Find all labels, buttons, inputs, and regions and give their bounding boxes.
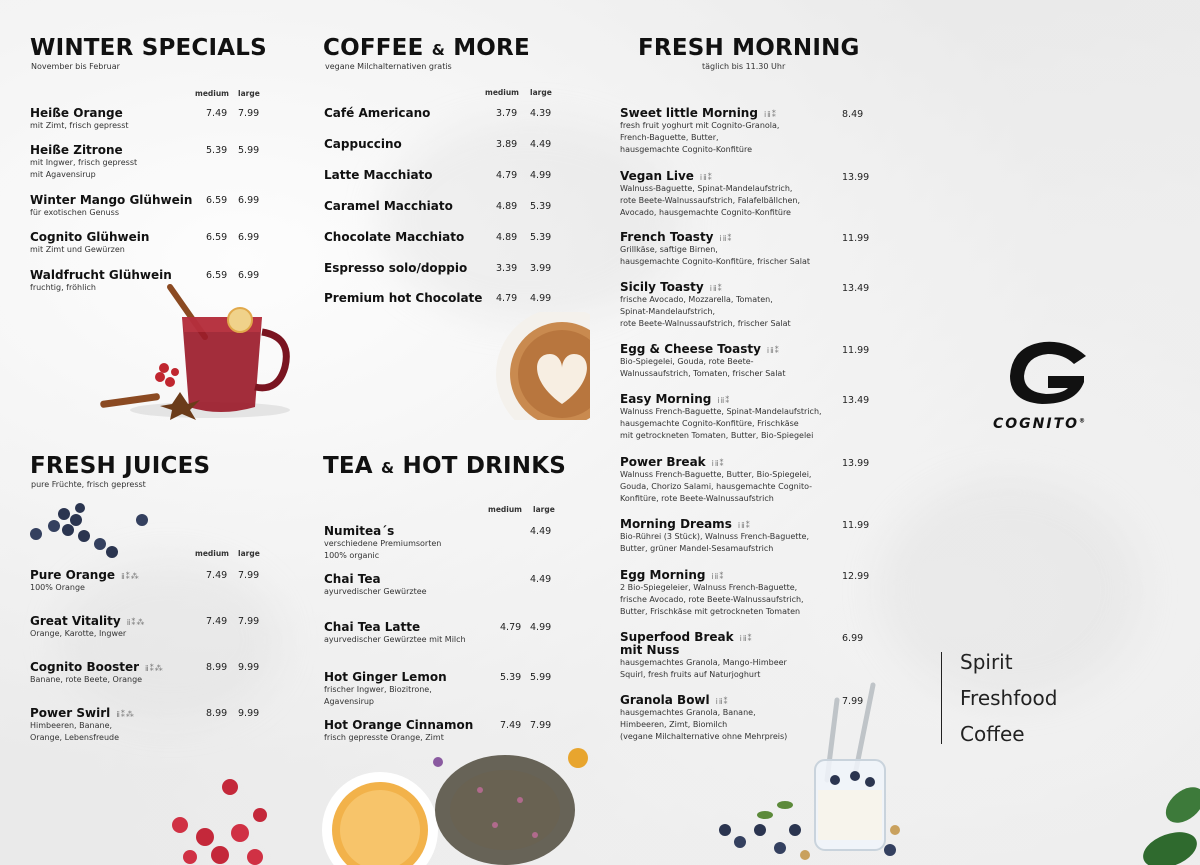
price-large: 7.99 <box>238 616 260 627</box>
dietary-icons: ⅰⅱ⁑ <box>766 346 780 355</box>
menu-item <box>324 620 466 646</box>
price: 8.49 <box>842 109 864 120</box>
title-ampersand: & <box>381 459 395 477</box>
item-description: mit Ingwer, frisch gepresst <box>30 158 138 167</box>
item-name-text: Vegan Live <box>620 169 694 183</box>
item-name <box>30 614 145 628</box>
price-medium: 6.59 <box>206 232 228 243</box>
item-name <box>324 261 467 275</box>
item-name <box>324 670 447 684</box>
dietary-icons: ⅰⅱ⁑ <box>737 521 751 530</box>
menu-item <box>620 517 809 555</box>
price-large: 6.99 <box>238 270 260 281</box>
price-medium: 4.89 <box>496 201 518 212</box>
price-medium: 4.79 <box>496 170 518 181</box>
tea-hot-drinks-title <box>323 453 566 479</box>
price-large: 4.39 <box>530 108 552 119</box>
col-head-medium: medium <box>488 505 522 514</box>
dietary-icons: ⅰⅱ⁑ <box>763 110 777 119</box>
price-medium: 6.59 <box>206 270 228 281</box>
price-large: 7.99 <box>530 720 552 731</box>
price-large: 6.99 <box>238 195 260 206</box>
item-name-text: Latte Macchiato <box>324 168 433 182</box>
item-name-text: Heiße Orange <box>30 106 123 120</box>
item-name-text: Power Swirl <box>30 706 111 720</box>
menu-item <box>620 280 791 330</box>
brand-name <box>993 416 1085 432</box>
price: 13.49 <box>842 283 870 294</box>
menu-item <box>324 106 430 120</box>
item-description: ayurvedischer Gewürztee <box>324 587 427 596</box>
price-large: 7.99 <box>238 108 260 119</box>
item-description: Konfitüre, rote Beete-Walnussaufstrich <box>620 494 774 503</box>
col-head-medium: medium <box>485 88 519 97</box>
menu-item <box>324 670 447 708</box>
fresh-morning-title: FRESH MORNING <box>638 35 860 61</box>
item-description: Himbeeren, Zimt, Biomilch <box>620 720 728 729</box>
registered-mark: ® <box>1079 417 1086 425</box>
item-name <box>30 106 129 120</box>
item-name <box>324 168 433 182</box>
tea-cup-image <box>320 740 590 865</box>
dietary-icons: ⅰⅱ⁑ <box>709 284 723 293</box>
menu-item <box>620 342 785 380</box>
price-large: 4.99 <box>530 622 552 633</box>
price-large: 6.99 <box>238 232 260 243</box>
item-name-text: Chai Tea Latte <box>324 620 421 634</box>
item-description: mit Agavensirup <box>30 170 96 179</box>
item-name-text: Granola Bowl <box>620 693 710 707</box>
item-name-text: French Toasty <box>620 230 714 244</box>
item-name-text: Egg & Cheese Toasty <box>620 342 761 356</box>
dietary-icons: ⅰⅱ⁑ <box>699 173 713 182</box>
item-description: Orange, Lebensfreude <box>30 733 120 742</box>
price-medium: 7.49 <box>206 570 228 581</box>
menu-item <box>324 199 453 213</box>
menu-item <box>30 660 164 686</box>
leaf-image <box>1140 780 1200 865</box>
item-description: 100% Orange <box>30 583 85 592</box>
dietary-icons: ⅰⅱ⁑ <box>711 572 725 581</box>
price-medium: 8.99 <box>206 708 228 719</box>
price-large: 4.49 <box>530 574 552 585</box>
item-description: fruchtig, fröhlich <box>30 283 96 292</box>
col-head-medium: medium <box>195 89 229 98</box>
price-medium: 4.79 <box>500 622 522 633</box>
dietary-icons: ⅱ⁑⁂ <box>126 618 146 627</box>
item-description: 100% organic <box>324 551 380 560</box>
coffee-more-title <box>323 35 530 61</box>
menu-item <box>324 261 467 275</box>
price-large: 4.49 <box>530 526 552 537</box>
item-name-text: Pure Orange <box>30 568 116 582</box>
title-ampersand: & <box>431 41 445 59</box>
price-medium: 6.59 <box>206 195 228 206</box>
item-description: hausgemachte Cognito-Konfitüre <box>620 145 752 154</box>
item-name <box>324 230 464 244</box>
price-large: 4.99 <box>530 293 552 304</box>
item-description: Spinat-Mandelaufstrich, <box>620 307 716 316</box>
item-description: mit getrockneten Tomaten, Butter, Bio-Spiegelei <box>620 431 814 440</box>
price-large: 9.99 <box>238 662 260 673</box>
item-name-text: Morning Dreams <box>620 517 732 531</box>
item-name-text: Heiße Zitrone <box>30 143 123 157</box>
item-description: Walnuss French-Baguette, Spinat-Mandelaufstrich, <box>620 407 822 416</box>
dietary-icons: ⅰⅱ⁑ <box>711 459 725 468</box>
menu-item <box>324 137 402 151</box>
raspberries-image <box>160 775 280 865</box>
menu-item <box>30 193 192 219</box>
brand-name-text: COGNITO <box>993 416 1080 432</box>
item-description: Squirl, fresh fruits auf Naturjoghurt <box>620 670 761 679</box>
price-medium: 3.39 <box>496 263 518 274</box>
price-medium: 4.89 <box>496 232 518 243</box>
menu-item <box>30 230 149 256</box>
item-name <box>324 524 441 538</box>
col-head-medium: medium <box>195 549 229 558</box>
item-name-text: Superfood Break <box>620 630 734 644</box>
tagline-spirit: Spirit <box>960 650 1013 674</box>
item-name <box>620 630 787 644</box>
price-medium: 4.79 <box>496 293 518 304</box>
item-description: hausgemachte Cognito-Konfitüre, Frischkäse <box>620 419 799 428</box>
menu-item <box>324 291 482 305</box>
col-head-large: large <box>238 89 260 98</box>
price-large: 9.99 <box>238 708 260 719</box>
item-description: rote Beete-Walnussaufstrich, Falafelbällchen, <box>620 196 801 205</box>
price: 12.99 <box>842 571 870 582</box>
item-description: Walnuss French-Baguette, Butter, Bio-Spiegelei, <box>620 470 812 479</box>
item-name <box>620 230 810 244</box>
item-name <box>324 291 482 305</box>
item-description: Bio-Spiegelei, Gouda, rote Beete- <box>620 357 754 366</box>
item-name-text: Egg Morning <box>620 568 706 582</box>
price-large: 4.49 <box>530 139 552 150</box>
winter-specials-subtitle: November bis Februar <box>31 62 120 71</box>
winter-specials-title: WINTER SPECIALS <box>30 35 267 61</box>
item-name <box>30 706 135 720</box>
item-name <box>324 137 402 151</box>
item-name <box>30 143 137 157</box>
item-description: Avocado, hausgemachte Cognito-Konfitüre <box>620 208 791 217</box>
col-head-large: large <box>530 88 552 97</box>
menu-item <box>620 630 787 681</box>
price-medium: 7.49 <box>206 616 228 627</box>
item-description: Walnuss-Baguette, Spinat-Mandelaufstrich, <box>620 184 793 193</box>
item-name <box>324 572 427 586</box>
price-medium: 5.39 <box>206 145 228 156</box>
item-name <box>620 568 804 582</box>
item-name-text: Cognito Booster <box>30 660 140 674</box>
menu-item <box>30 706 135 744</box>
item-description: frische Avocado, Mozzarella, Tomaten, <box>620 295 773 304</box>
item-name <box>324 106 430 120</box>
price: 13.99 <box>842 458 870 469</box>
dietary-icons: ⅰⅱ⁑ <box>715 697 729 706</box>
col-head-large: large <box>238 549 260 558</box>
coffee-more-subtitle: vegane Milchalternativen gratis <box>325 62 452 71</box>
dietary-icons: ⅱ⁑⁂ <box>116 710 135 719</box>
item-name <box>620 169 800 183</box>
item-name-text: Sicily Toasty <box>620 280 704 294</box>
menu-item <box>30 568 140 594</box>
menu-item <box>620 455 812 505</box>
item-name <box>620 455 812 469</box>
item-name-text: Easy Morning <box>620 392 712 406</box>
price-medium: 7.49 <box>500 720 522 731</box>
item-description: Butter, grüner Mandel-Sesamaufstrich <box>620 544 774 553</box>
price: 13.49 <box>842 395 870 406</box>
item-name-text: Power Break <box>620 455 706 469</box>
item-description: Himbeeren, Banane, <box>30 721 113 730</box>
title-part: COFFEE <box>323 35 424 61</box>
price: 11.99 <box>842 233 870 244</box>
item-name-text: Chocolate Macchiato <box>324 230 465 244</box>
item-name-line2: mit Nuss <box>620 643 680 657</box>
item-description: frisch gepresste Orange, Zimt <box>324 733 444 742</box>
item-name-text: Great Vitality <box>30 614 121 628</box>
item-name <box>620 106 779 120</box>
item-name-text: Premium hot Chocolate <box>324 291 483 305</box>
item-name <box>30 230 149 244</box>
item-description: für exotischen Genuss <box>30 208 120 217</box>
item-description: rote Beete-Walnussaufstrich, frischer Salat <box>620 319 791 328</box>
dietary-icons: ⅰⅱ⁑ <box>739 634 753 643</box>
menu-item <box>324 230 464 244</box>
price-large: 4.99 <box>530 170 552 181</box>
menu-item <box>324 524 441 562</box>
price: 13.99 <box>842 172 870 183</box>
item-name-text: Cognito Glühwein <box>30 230 150 244</box>
item-description: ayurvedischer Gewürztee mit Milch <box>324 635 466 644</box>
item-description: frischer Ingwer, Biozitrone, <box>324 685 432 694</box>
item-description: Agavensirup <box>324 697 375 706</box>
item-name <box>324 620 466 634</box>
tagline-divider <box>941 652 942 744</box>
col-head-large: large <box>533 505 555 514</box>
fresh-juices-title: FRESH JUICES <box>30 453 211 479</box>
price: 7.99 <box>842 696 864 707</box>
price-medium: 8.99 <box>206 662 228 673</box>
item-name <box>30 268 172 282</box>
item-description: Orange, Karotte, Ingwer <box>30 629 127 638</box>
item-description: mit Zimt und Gewürzen <box>30 245 125 254</box>
title-part: MORE <box>453 35 530 61</box>
blueberries-image <box>24 500 154 560</box>
price-large: 5.39 <box>530 232 552 243</box>
menu-item <box>30 106 129 132</box>
menu-item <box>620 392 822 442</box>
item-name <box>324 199 453 213</box>
price-medium: 3.79 <box>496 108 518 119</box>
tagline-coffee: Coffee <box>960 722 1025 746</box>
item-description: French-Baguette, Butter, <box>620 133 719 142</box>
dietary-icons: ⅰⅱ⁑ <box>719 234 733 243</box>
yogurt-granola-image <box>705 680 900 865</box>
dietary-icons: ⅰⅱ⁑ <box>717 396 731 405</box>
latte-art-image <box>490 312 590 420</box>
menu-item <box>324 168 433 182</box>
menu-item <box>30 614 145 640</box>
item-name-text: Waldfrucht Glühwein <box>30 268 172 282</box>
fresh-juices-subtitle: pure Früchte, frisch gepresst <box>31 480 146 489</box>
menu-item <box>324 572 427 598</box>
item-description: (vegane Milchalternative ohne Mehrpreis) <box>620 732 788 741</box>
item-name <box>620 392 822 406</box>
item-description: Butter, Frischkäse mit getrockneten Tomaten <box>620 607 801 616</box>
price-large: 7.99 <box>238 570 260 581</box>
title-part: HOT DRINKS <box>402 453 567 479</box>
item-name-text: Café Americano <box>324 106 431 120</box>
item-description: hausgemachtes Granola, Mango-Himbeer <box>620 658 787 667</box>
price-medium: 5.39 <box>500 672 522 683</box>
item-name-text: Sweet little Morning <box>620 106 758 120</box>
item-description: mit Zimt, frisch gepresst <box>30 121 129 130</box>
price-medium: 3.89 <box>496 139 518 150</box>
item-name <box>30 568 140 582</box>
item-description: 2 Bio-Spiegeleier, Walnuss French-Baguette, <box>620 583 798 592</box>
menu-item <box>620 230 810 268</box>
item-name <box>620 280 791 294</box>
item-name-text: Caramel Macchiato <box>324 199 453 213</box>
item-name <box>30 660 164 674</box>
item-name-text: Hot Orange Cinnamon <box>324 718 474 732</box>
item-description: Banane, rote Beete, Orange <box>30 675 143 684</box>
price-large: 5.99 <box>530 672 552 683</box>
item-description: fresh fruit yoghurt mit Cognito-Granola, <box>620 121 780 130</box>
item-name-text: Winter Mango Glühwein <box>30 193 193 207</box>
item-name-text: Hot Ginger Lemon <box>324 670 447 684</box>
item-name <box>324 718 473 732</box>
item-name <box>30 193 192 207</box>
fresh-morning-subtitle: täglich bis 11.30 Uhr <box>702 62 786 71</box>
item-name-text: Cappuccino <box>324 137 402 151</box>
menu-item <box>620 106 779 156</box>
menu-item <box>620 568 804 618</box>
item-name-text: Chai Tea <box>324 572 381 586</box>
price-medium: 7.49 <box>206 108 228 119</box>
item-description: Gouda, Chorizo Salami, hausgemachte Cognito- <box>620 482 813 491</box>
menu-item <box>620 169 800 219</box>
price-large: 3.99 <box>530 263 552 274</box>
item-name <box>620 517 809 531</box>
item-description: verschiedene Premiumsorten <box>324 539 442 548</box>
mulled-wine-image <box>100 282 290 422</box>
item-description: Grillkäse, saftige Birnen, <box>620 245 718 254</box>
item-name <box>620 342 785 356</box>
item-description: Bio-Rührei (3 Stück), Walnuss French-Baguette, <box>620 532 809 541</box>
item-description: Walnussaufstrich, Tomaten, frischer Salat <box>620 369 786 378</box>
item-name-text: Espresso solo/doppio <box>324 261 468 275</box>
dietary-icons: ⅱ⁑⁂ <box>145 664 164 673</box>
menu-item <box>30 143 137 181</box>
tagline-freshfood: Freshfood <box>960 686 1058 710</box>
title-part: TEA <box>323 453 373 479</box>
item-description: hausgemachte Cognito-Konfitüre, frischer Salat <box>620 257 811 266</box>
price: 6.99 <box>842 633 864 644</box>
dietary-icons: ⅱ⁑⁂ <box>121 572 140 581</box>
item-name-text: Numitea´s <box>324 524 395 538</box>
price-large: 5.39 <box>530 201 552 212</box>
item-description: hausgemachtes Granola, Banane, <box>620 708 756 717</box>
price-large: 5.99 <box>238 145 260 156</box>
price: 11.99 <box>842 520 870 531</box>
price: 11.99 <box>842 345 870 356</box>
item-description: frische Avocado, rote Beete-Walnussaufstrich, <box>620 595 804 604</box>
